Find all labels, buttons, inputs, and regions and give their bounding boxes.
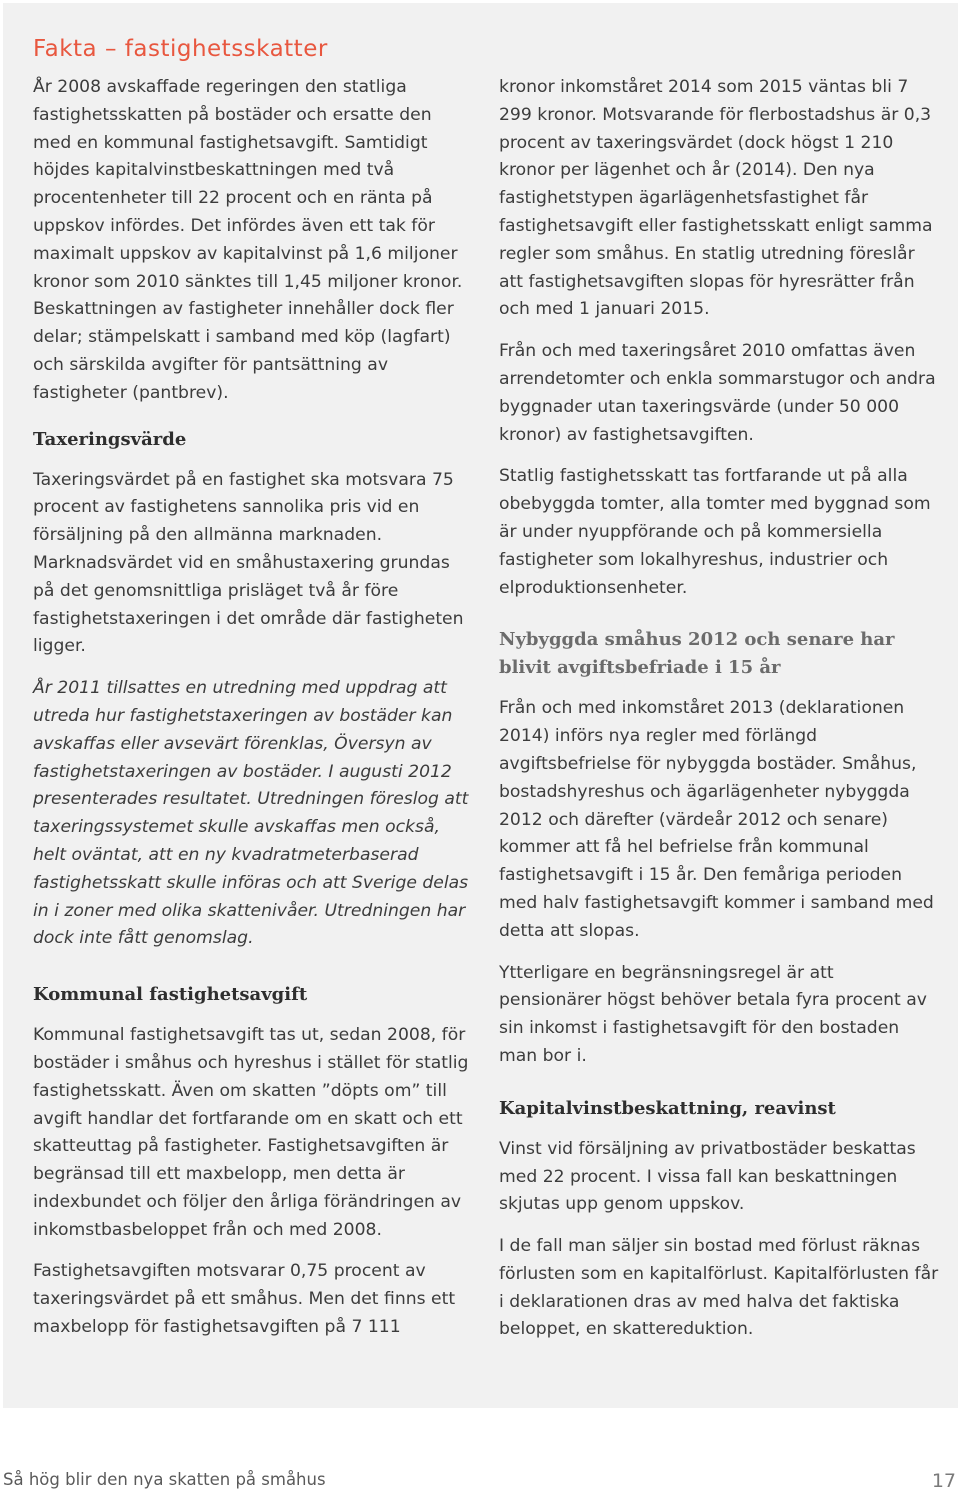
statlig-skatt-paragraph: Statlig fastighetsskatt tas fortfarande ut på alla obebyggda tomter, alla tomter med byggnad som är under nyuppförande och på kommersiella fastigheter som lokalhyreshus, industrier och elproduktionsenheter. — [499, 466, 931, 598]
vinst-paragraph: Vinst vid försäljning av privatbostäder beskattas med 22 procent. I vissa fall kan beskattningen skjutas upp genom uppskov. — [499, 1138, 916, 1215]
heading-taxeringsvarde: Taxeringsvärde — [33, 428, 187, 450]
maxbelopp-paragraph: kronor inkomståret 2014 som 2015 väntas bli 7 299 kronor. Motsvarande för flerbostadshus är 0,3 procent av taxeringsvärdet (dock högst 1 210 kronor per lägenhet och år (2014). Den nya fastighetstypen ägarlägenhetsfastighet får fastighetsavgift eller fastighetsskatt enligt samma regler som småhus. En statlig utredning föreslår att fastighetsavgiften slopas för hyresrätter från och med 1 januari 2015. — [499, 77, 933, 320]
heading-kommunal-fastighetsavgift: Kommunal fastighetsavgift — [33, 984, 308, 1006]
intro-paragraph: År 2008 avskaffade regeringen den statliga fastighetsskatten på bostäder och ersatte den med en kommunal fastighetsavgift. Samtidigt höjdes kapitalvinstbeskattningen med två procentenheter till 22 procent och en ränta på uppskov infördes. Det infördes även ett tak för maximalt uppskov av kapitalvinst på 1,6 miljoner kronor som 2010 sänktes till 1,45 miljoner kronor. Beskattningen av fastigheter innehåller dock fler delar; stämpelskatt i samband med köp (lagfart) och särskilda avgifter för pantsättning av fastigheter (pantbrev). — [33, 77, 463, 403]
forlust-paragraph: I de fall man säljer sin bostad med förlust räknas förlusten som en kapitalförlust. Kapitalförlusten får i deklarationen dras av med halva det faktiska beloppet, en skattereduktion. — [499, 1236, 939, 1340]
arrendetomter-paragraph: Från och med taxeringsåret 2010 omfattas även arrendetomter och enkla sommarstugor och andra byggnader utan taxeringsvärde (under 50 000 kronor) av fastighetsavgiften. — [499, 341, 936, 445]
right-column — [499, 74, 939, 1358]
kommunal-paragraph: Kommunal fastighetsavgift tas ut, sedan 2008, för bostäder i småhus och hyreshus i stället för statlig fastighetsskatt. Även om skatten ”döpts om” till avgift handlar det fortfarande om en skatt och ett skatteuttag på fastigheter. Fastighetsavgiften är begränsad till ett maxbelopp, men detta är indexbundet och följer den årliga förändringen av inkomstbasbeloppet från och med 2008. — [33, 1025, 469, 1240]
page-number: 17 — [931, 1470, 956, 1492]
taxeringsvarde-paragraph: Taxeringsvärdet på en fastighet ska motsvara 75 procent av fastighetens sannolika pris vid en försäljning på den allmänna marknaden. Marknadsvärdet vid en småhustaxering grundas på det genomsnittliga prisläget två år före fastighetstaxeringen i det område där fastigheten ligger. — [33, 469, 464, 657]
fact-box-title: Fakta – fastighetsskatter — [33, 36, 328, 62]
utredning-paragraph: År 2011 tillsattes en utredning med uppdrag att utreda hur fastighetstaxeringen av bostäder kan avskaffas eller avsevärt förenklas, Översyn av fastighetstaxeringen av bostäder. I augusti 2012 presenterades resultatet. Utredningen föreslog att taxeringssystemet skulle avskaffas men också, helt oväntat, att en ny kvadratmeterbaserad fastighetsskatt skulle införas och att Sverige delas in i zoner med olika skattenivåer. Utredningen har dock inte fått genomslag. — [33, 678, 469, 949]
left-column — [33, 74, 473, 1356]
footer-title: Så hög blir den nya skatten på småhus — [3, 1470, 326, 1489]
fastighetsavgift-paragraph: Fastighetsavgiften motsvarar 0,75 procent av taxeringsvärdet på ett småhus. Men det finns ett maxbelopp för fastighetsavgiften på 7 111 — [33, 1261, 456, 1338]
heading-kapitalvinstbeskattning: Kapitalvinstbeskattning, reavinst — [499, 1097, 836, 1119]
heading-nybyggda-smahus: Nybyggda småhus 2012 och senare har blivit avgiftsbefriade i 15 år — [499, 629, 895, 679]
nybyggda-paragraph: Från och med inkomståret 2013 (deklarationen 2014) införs nya regler med förlängd avgiftsbefrielse för nybyggda bostäder. Småhus, bostadshyreshus och ägarlägenheter nybyggda 2012 och därefter (värdeår 2012 och senare) kommer att få hel befrielse från kommunal fastighetsavgift i 15 år. Den femåriga perioden med halv fastighetsavgift kommer i samband med detta att slopas. — [499, 698, 934, 941]
fact-box — [3, 3, 958, 1408]
pensionarer-paragraph: Ytterligare en begränsningsregel är att pensionärer högst behöver betala fyra procent av sin inkomst i fastighetsavgift för den bostaden man bor i. — [499, 962, 927, 1066]
